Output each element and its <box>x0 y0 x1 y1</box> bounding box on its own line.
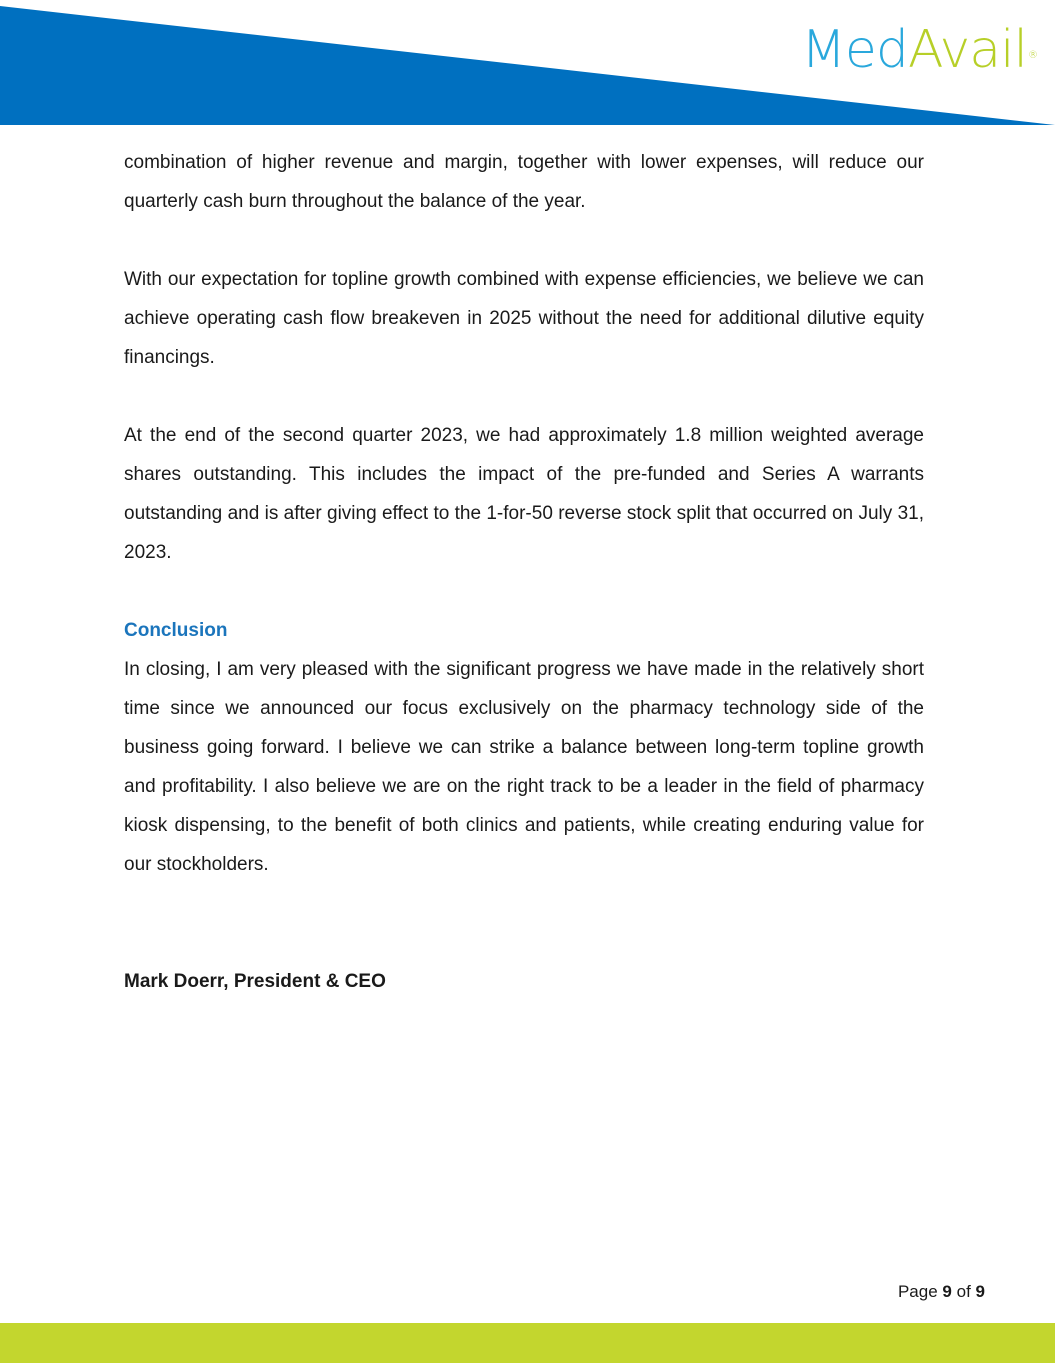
page-total: 9 <box>975 1282 985 1301</box>
registered-mark: ® <box>1028 50 1037 61</box>
footer-green-band <box>0 1323 1055 1363</box>
paragraph-breakeven: With our expectation for topline growth combined with expense efficiencies, we believe we can achieve operating cash flow breakeven in 2025 without the need for additional dilutive equity financings. <box>124 269 924 368</box>
page-label: Page <box>897 1282 938 1301</box>
logo-text-med: Med <box>801 20 908 80</box>
conclusion-heading: Conclusion <box>124 620 228 641</box>
signature: Mark Doerr, President & CEO <box>124 971 386 992</box>
document-body <box>124 143 924 1001</box>
medavail-logo <box>801 20 1037 80</box>
page-number <box>898 1280 985 1304</box>
paragraph-cash-burn: combination of higher revenue and margin, together with lower expenses, will reduce our quarterly cash burn throughout the balance of the year. <box>124 152 924 212</box>
page-current: 9 <box>942 1282 952 1301</box>
logo-text-avail: Avail <box>907 20 1027 80</box>
paragraph-shares-outstanding: At the end of the second quarter 2023, we had approximately 1.8 million weighted average shares outstanding. This includes the impact of the pre-funded and Series A warrants outstanding and is after giving effect to the 1-for-50 reverse stock split that occurred on July 31, 2023. <box>124 425 924 563</box>
of-label: of <box>956 1282 971 1301</box>
paragraph-conclusion: In closing, I am very pleased with the significant progress we have made in the relatively short time since we announced our focus exclusively on the pharmacy technology side of the business going forward. I believe we can strike a balance between long-term topline growth and profitability. I also believe we are on the right track to be a leader in the field of pharmacy kiosk dispensing, to the benefit of both clinics and patients, while creating enduring value for our stockholders. <box>124 659 924 875</box>
